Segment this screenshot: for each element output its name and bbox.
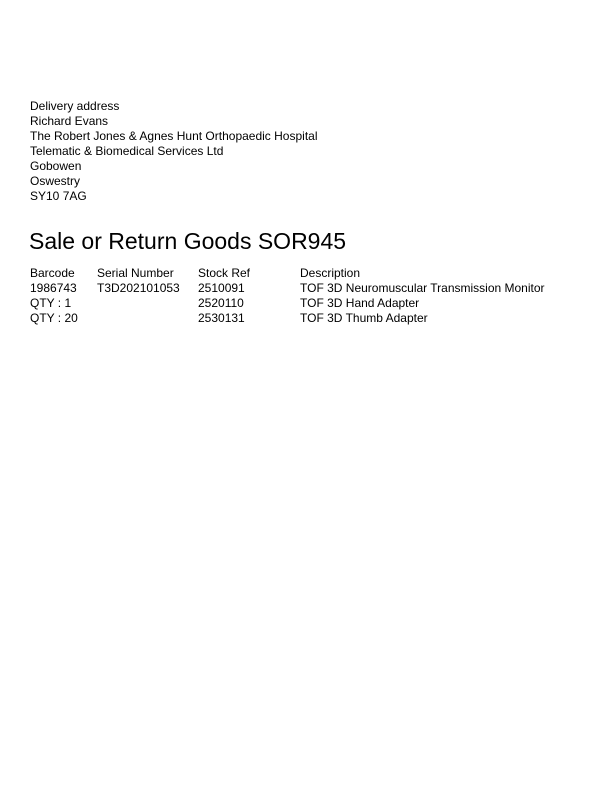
- cell-serial-number: [97, 296, 198, 311]
- cell-description: TOF 3D Hand Adapter: [300, 296, 420, 310]
- delivery-address-line: The Robert Jones & Agnes Hunt Orthopaedic Hospital: [30, 129, 318, 143]
- cell-stock-ref: 2530131: [198, 311, 245, 325]
- cell-barcode: 1986743: [30, 281, 77, 295]
- delivery-address-line: Richard Evans: [30, 114, 109, 128]
- cell-description: TOF 3D Neuromuscular Transmission Monitor: [300, 281, 545, 295]
- cell-stock-ref: 2510091: [198, 281, 245, 295]
- table-row: [30, 311, 580, 326]
- column-header-stock-ref: Stock Ref: [198, 266, 251, 280]
- page-title: Sale or Return Goods SOR945: [29, 228, 347, 254]
- table-header-row: [30, 266, 580, 281]
- column-header-serial-number: Serial Number: [97, 266, 174, 280]
- cell-barcode: QTY : 20: [30, 311, 78, 325]
- cell-serial-number: T3D202101053: [97, 281, 180, 295]
- cell-serial-number: [97, 311, 198, 326]
- column-header-description: Description: [300, 266, 361, 280]
- delivery-address-line: Oswestry: [30, 174, 81, 188]
- table-row: [30, 296, 580, 311]
- delivery-address-line: Gobowen: [30, 159, 82, 173]
- column-header-barcode: Barcode: [30, 266, 75, 280]
- delivery-address-line: SY10 7AG: [30, 189, 87, 203]
- delivery-address-label: Delivery address: [30, 99, 120, 113]
- items-table: [30, 266, 580, 326]
- delivery-address-line: Telematic & Biomedical Services Ltd: [30, 144, 224, 158]
- cell-description: TOF 3D Thumb Adapter: [300, 311, 428, 325]
- cell-barcode: QTY : 1: [30, 296, 72, 310]
- table-row: [30, 281, 580, 296]
- cell-stock-ref: 2520110: [198, 296, 244, 310]
- delivery-address-block: [30, 99, 318, 204]
